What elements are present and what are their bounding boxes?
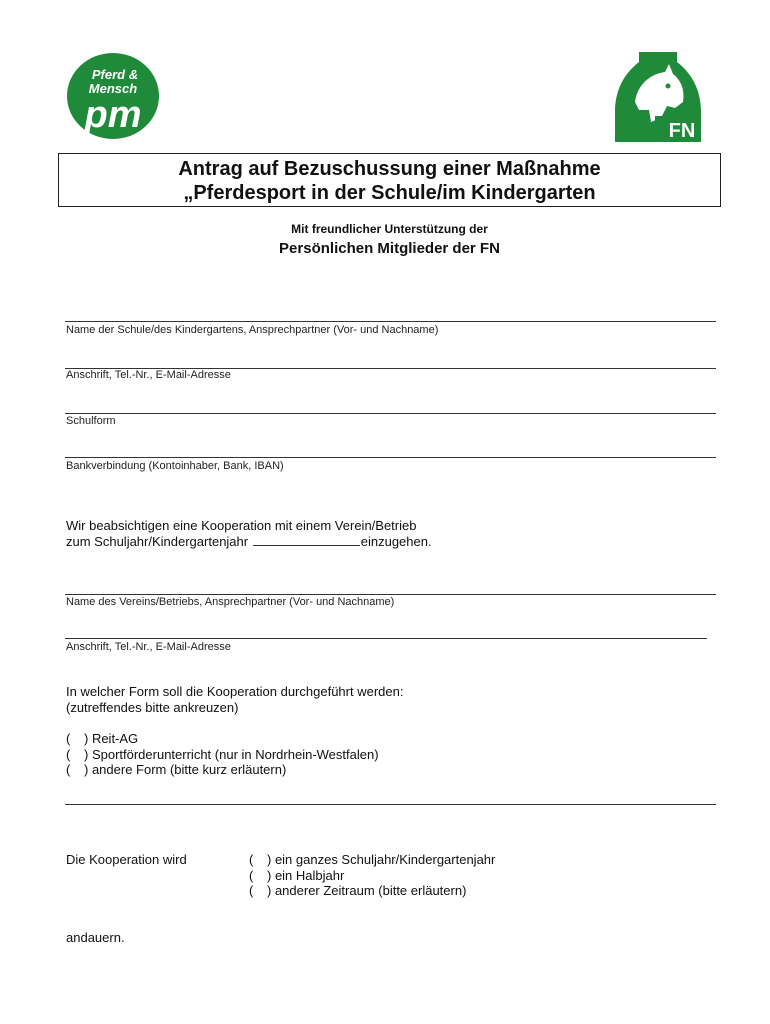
explanation-line[interactable]	[65, 804, 716, 805]
school-address-label: Anschrift, Tel.-Nr., E-Mail-Adresse	[66, 369, 231, 381]
duration-option-other[interactable]	[249, 883, 466, 899]
checkbox-paren: (	[249, 883, 254, 898]
duration-option-half-year[interactable]	[249, 868, 344, 884]
bank-line[interactable]	[65, 457, 716, 458]
duration-option-label: ) anderer Zeitraum (bitte erläutern)	[267, 883, 467, 898]
form-question-line-2: (zutreffendes bitte ankreuzen)	[66, 700, 239, 715]
bank-label: Bankverbindung (Kontoinhaber, Bank, IBAN)	[66, 460, 284, 472]
school-type-label: Schulform	[66, 415, 116, 427]
duration-option-full-year[interactable]	[249, 852, 495, 868]
cooperation-intro-line-1: Wir beabsichtigen eine Kooperation mit einem Verein/Betrieb	[66, 518, 417, 533]
cooperation-year-prefix: zum Schuljahr/Kindergartenjahr	[66, 534, 249, 549]
school-type-line[interactable]	[65, 413, 716, 414]
support-note: Mit freundlicher Unterstützung der	[291, 222, 488, 236]
school-name-line[interactable]	[65, 321, 716, 322]
form-option-label: ) Reit-AG	[84, 731, 139, 746]
closing-text: andauern.	[66, 930, 125, 945]
title-line-2: „Pferdesport in der Schule/im Kindergarten	[183, 182, 596, 204]
cooperation-year-suffix: einzugehen.	[360, 534, 432, 549]
club-address-line[interactable]	[65, 638, 707, 639]
form-option-label: ) andere Form (bitte kurz erläutern)	[84, 762, 287, 777]
cooperation-intro-line-2	[66, 534, 432, 550]
duration-option-label: ) ein Halbjahr	[267, 868, 345, 883]
club-name-line[interactable]	[65, 594, 716, 595]
duration-option-label: ) ein ganzes Schuljahr/Kindergartenjahr	[267, 852, 496, 867]
pferd-mensch-logo	[66, 52, 160, 140]
club-address-label: Anschrift, Tel.-Nr., E-Mail-Adresse	[66, 641, 231, 653]
school-name-label: Name der Schule/des Kindergartens, Ansprechpartner (Vor- und Nachname)	[66, 324, 439, 336]
logo-pm-text: pm	[84, 94, 142, 136]
duration-label: Die Kooperation wird	[66, 852, 187, 867]
checkbox-paren: (	[66, 762, 71, 777]
title-line-1: Antrag auf Bezuschussung einer Maßnahme	[178, 158, 601, 180]
checkbox-paren: (	[66, 731, 71, 746]
form-option-reit-ag[interactable]	[66, 731, 138, 747]
club-name-label: Name des Vereins/Betriebs, Ansprechpartner (Vor- und Nachname)	[66, 596, 395, 608]
form-option-andere-form[interactable]	[66, 762, 286, 778]
checkbox-paren: (	[66, 747, 71, 762]
support-organization: Persönlichen Mitglieder der FN	[279, 240, 500, 257]
cooperation-year-blank[interactable]	[253, 534, 360, 546]
logo-mensch-text: Mensch	[88, 81, 138, 96]
form-option-label: ) Sportförderunterricht (nur in Nordrhein-Westfalen)	[84, 747, 379, 762]
form-question-line-1: In welcher Form soll die Kooperation durchgeführt werden:	[66, 684, 404, 699]
form-option-sportfoerderunterricht[interactable]	[66, 747, 379, 763]
checkbox-paren: (	[249, 868, 254, 883]
logo-fn-text: FN	[668, 120, 696, 142]
logo-pferd-text: Pferd &	[91, 67, 139, 82]
checkbox-paren: (	[249, 852, 254, 867]
title-box	[58, 153, 721, 207]
fn-logo	[615, 50, 701, 142]
